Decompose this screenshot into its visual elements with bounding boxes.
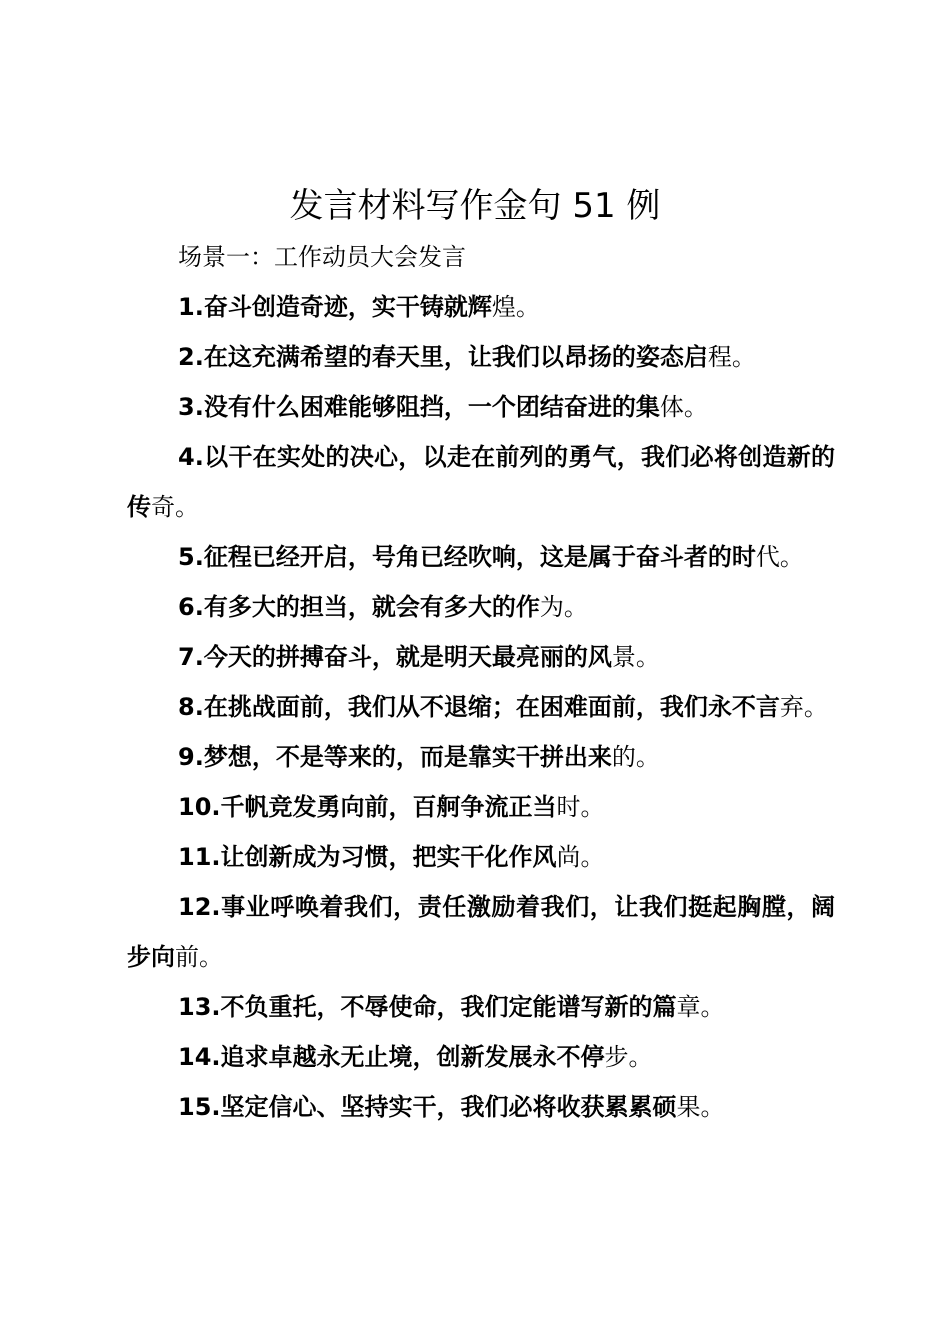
quote-item bbox=[127, 332, 835, 382]
quote-text: 12.事业呼唤着我们，责任激励着我们，让我们挺起胸膛，阔步向 bbox=[127, 893, 835, 971]
quote-text: 6.有多大的担当，就会有多大的作 bbox=[178, 593, 540, 621]
quote-text: 13.不负重托，不辱使命，我们定能谱写新的篇 bbox=[178, 993, 677, 1021]
quote-text: 10.千帆竞发勇向前，百舸争流正当 bbox=[178, 793, 557, 821]
quote-item bbox=[127, 682, 835, 732]
quote-ending: 煌。 bbox=[491, 293, 540, 321]
quote-text: 9.梦想，不是等来的，而是靠实干拼出来 bbox=[178, 743, 612, 771]
quote-text: 2.在这充满希望的春天里，让我们以昂扬的姿态启 bbox=[178, 343, 708, 371]
quote-item bbox=[127, 982, 835, 1032]
quote-text: 5.征程已经开启，号角已经吹响，这是属于奋斗者的时 bbox=[178, 543, 756, 571]
document-title: 发言材料写作金句 51 例 bbox=[289, 186, 661, 226]
quote-item bbox=[127, 282, 835, 332]
quote-text: 4.以干在实处的决心，以走在前列的勇气，我们必将创造新的传 bbox=[127, 443, 835, 521]
quote-text: 1.奋斗创造奇迹，实干铸就辉 bbox=[178, 293, 492, 321]
quote-item bbox=[127, 732, 835, 782]
quote-ending: 为。 bbox=[539, 593, 588, 621]
quote-item bbox=[127, 1082, 835, 1132]
quote-ending: 代。 bbox=[755, 543, 804, 571]
scene-heading: 场景一：工作动员大会发言 bbox=[178, 243, 466, 271]
quote-ending: 弃。 bbox=[779, 693, 828, 721]
quote-item bbox=[127, 882, 835, 982]
quote-ending: 程。 bbox=[707, 343, 756, 371]
quote-ending: 体。 bbox=[659, 393, 708, 421]
quote-item bbox=[127, 632, 835, 682]
quote-ending: 前。 bbox=[175, 943, 223, 971]
quote-ending: 奇。 bbox=[151, 493, 199, 521]
quote-item bbox=[127, 832, 835, 882]
quote-text: 7.今天的拼搏奋斗，就是明天最亮丽的风 bbox=[178, 643, 612, 671]
quote-text: 15.坚定信心、坚持实干，我们必将收获累累硕 bbox=[178, 1093, 677, 1121]
quote-ending: 尚。 bbox=[556, 843, 605, 871]
quote-text: 11.让创新成为习惯，把实干化作风 bbox=[178, 843, 557, 871]
quote-item bbox=[127, 582, 835, 632]
quote-item bbox=[127, 1032, 835, 1082]
quote-item bbox=[127, 782, 835, 832]
quote-text: 8.在挑战面前，我们从不退缩；在困难面前，我们永不言 bbox=[178, 693, 780, 721]
quote-ending: 步。 bbox=[604, 1043, 653, 1071]
quote-ending: 时。 bbox=[556, 793, 605, 821]
quote-item bbox=[127, 532, 835, 582]
quote-item bbox=[127, 432, 835, 532]
quote-text: 14.追求卓越永无止境，创新发展永不停 bbox=[178, 1043, 605, 1071]
quote-ending: 果。 bbox=[676, 1093, 725, 1121]
quote-text: 3.没有什么困难能够阻挡，一个团结奋进的集 bbox=[178, 393, 660, 421]
quote-item bbox=[127, 382, 835, 432]
document-body bbox=[127, 232, 835, 1132]
quote-ending: 景。 bbox=[611, 643, 660, 671]
quote-ending: 章。 bbox=[676, 993, 725, 1021]
quote-ending: 的。 bbox=[611, 743, 660, 771]
